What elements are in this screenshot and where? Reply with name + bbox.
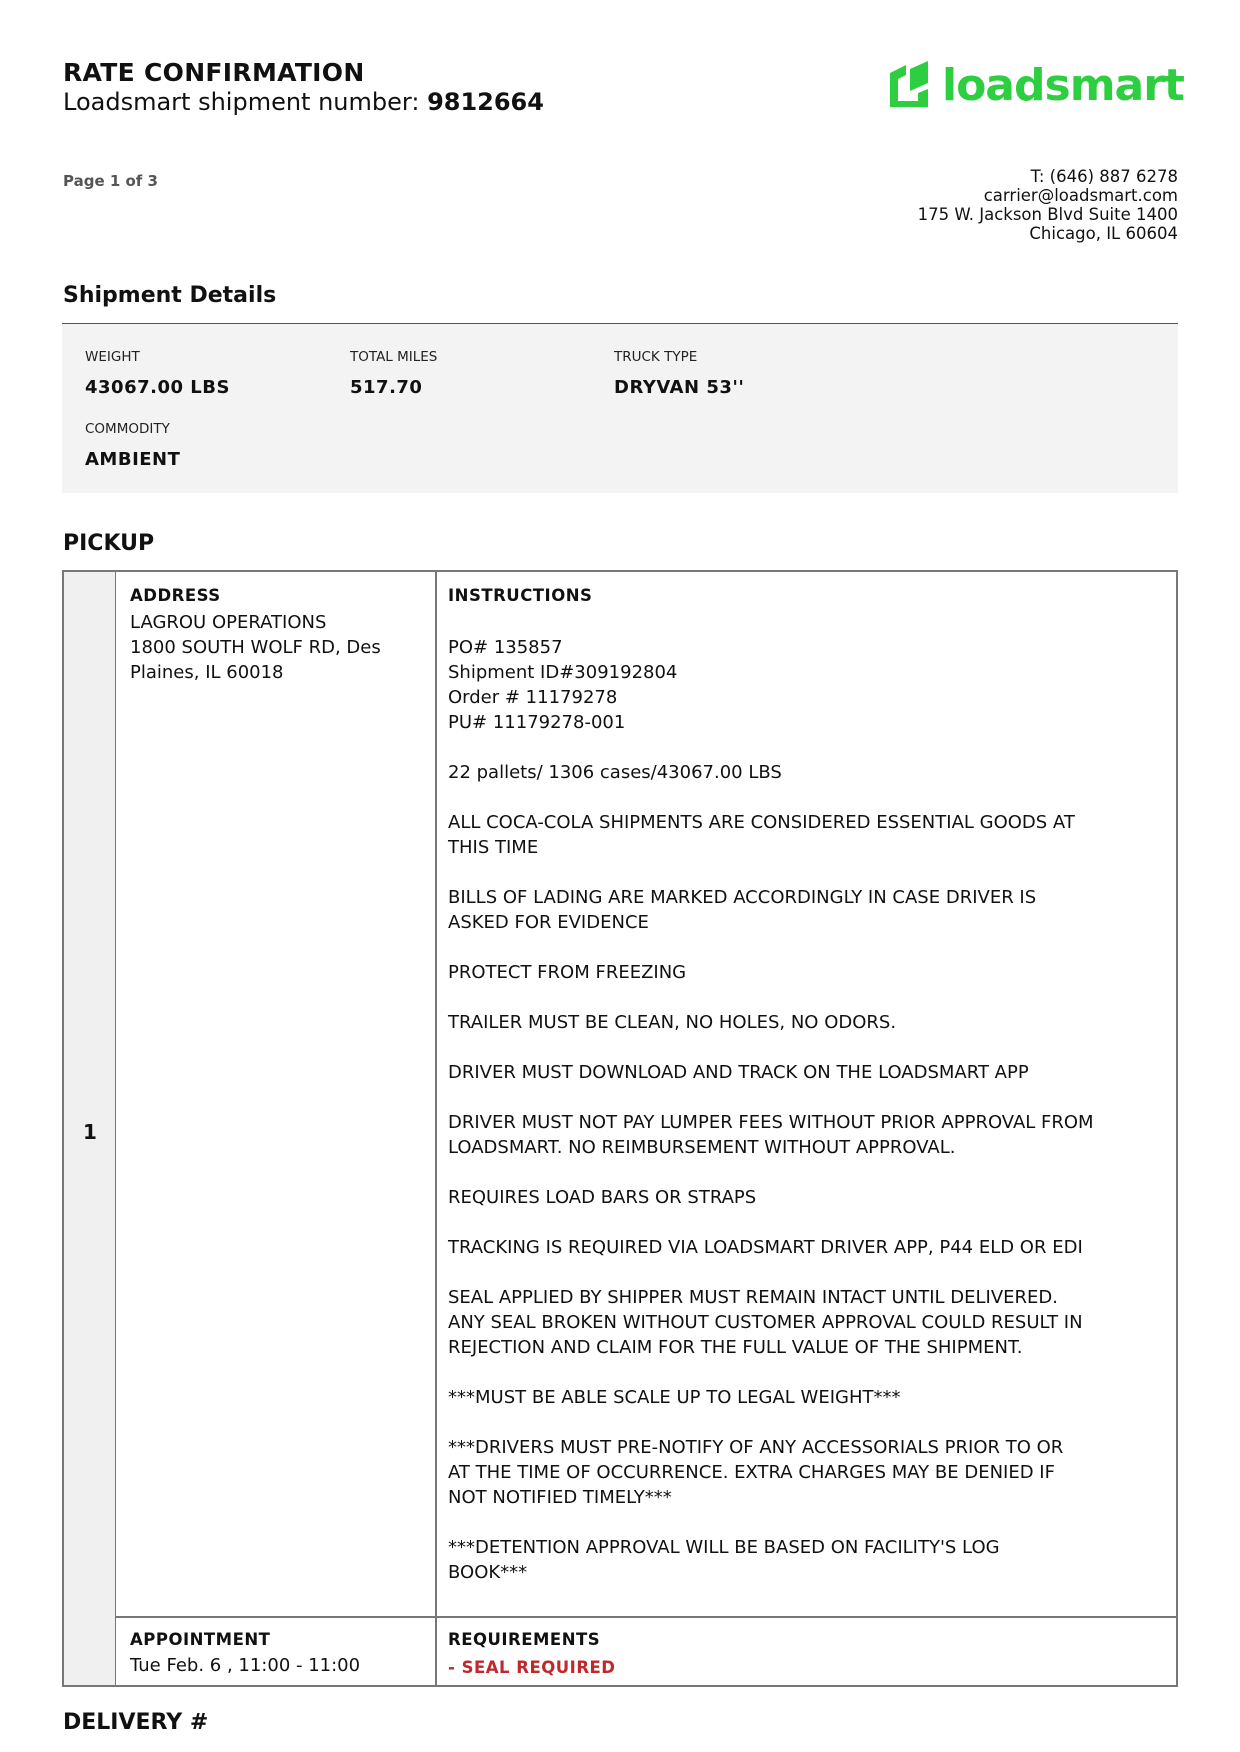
instruction-item: SEAL APPLIED BY SHIPPER MUST REMAIN INTACT UNTIL DELIVERED. ANY SEAL BROKEN WITHOUT CUSTOMER APPROVAL COULD RESULT IN REJECTION AND CLAIM FOR THE FULL VALUE OF THE SHIPMENT. bbox=[448, 1287, 1083, 1358]
contact-block bbox=[918, 167, 1178, 243]
shipment-number-label: Loadsmart shipment number: bbox=[63, 88, 420, 116]
delivery-heading: DELIVERY # bbox=[63, 1710, 209, 1735]
document-title: RATE CONFIRMATION bbox=[63, 58, 365, 87]
instruction-item: ***DETENTION APPROVAL WILL BE BASED ON FACILITY'S LOG BOOK*** bbox=[448, 1537, 1000, 1583]
contact-address-line2: Chicago, IL 60604 bbox=[1029, 224, 1178, 243]
total-miles-label: TOTAL MILES bbox=[350, 349, 438, 365]
address-line-1: LAGROU OPERATIONS bbox=[130, 612, 327, 633]
instruction-item: ALL COCA-COLA SHIPMENTS ARE CONSIDERED ESSENTIAL GOODS AT THIS TIME bbox=[448, 812, 1075, 858]
pickup-table bbox=[62, 570, 1178, 1687]
row-divider bbox=[116, 1616, 1176, 1618]
weight-label: WEIGHT bbox=[85, 349, 140, 365]
instruction-item: BILLS OF LADING ARE MARKED ACCORDINGLY IN CASE DRIVER IS ASKED FOR EVIDENCE bbox=[448, 887, 1037, 933]
contact-phone: T: (646) 887 6278 bbox=[1030, 167, 1178, 186]
pickup-address bbox=[130, 610, 430, 685]
instruction-item: PO# 135857 Shipment ID#309192804 Order # 11179278 PU# 11179278-001 bbox=[448, 637, 678, 733]
instructions-label: INSTRUCTIONS bbox=[448, 586, 593, 605]
appointment-label: APPOINTMENT bbox=[130, 1630, 271, 1649]
address-line-3: Plaines, IL 60018 bbox=[130, 662, 284, 683]
address-label: ADDRESS bbox=[130, 586, 221, 605]
contact-address-line1: 175 W. Jackson Blvd Suite 1400 bbox=[917, 205, 1178, 224]
instruction-item: TRACKING IS REQUIRED VIA LOADSMART DRIVER APP, P44 ELD OR EDI bbox=[448, 1237, 1083, 1258]
instruction-item: REQUIRES LOAD BARS OR STRAPS bbox=[448, 1187, 757, 1208]
commodity-field bbox=[85, 421, 180, 470]
weight-field bbox=[85, 349, 230, 398]
loadsmart-logo-icon bbox=[888, 61, 934, 111]
pickup-heading: PICKUP bbox=[63, 531, 155, 556]
shipment-details-heading: Shipment Details bbox=[63, 283, 277, 308]
instruction-item: ***MUST BE ABLE SCALE UP TO LEGAL WEIGHT*** bbox=[448, 1387, 901, 1408]
shipment-number-line bbox=[63, 88, 544, 116]
commodity-label: COMMODITY bbox=[85, 421, 170, 437]
logo-wordmark: loadsmart bbox=[942, 60, 1184, 111]
address-line-2: 1800 SOUTH WOLF RD, Des bbox=[130, 637, 381, 658]
instruction-item: DRIVER MUST NOT PAY LUMPER FEES WITHOUT PRIOR APPROVAL FROM LOADSMART. NO REIMBURSEMENT WITHOUT APPROVAL. bbox=[448, 1112, 1094, 1158]
instruction-item: TRAILER MUST BE CLEAN, NO HOLES, NO ODORS. bbox=[448, 1012, 897, 1033]
loadsmart-logo bbox=[888, 60, 1184, 112]
truck-type-label: TRUCK TYPE bbox=[614, 349, 698, 365]
instruction-item: ***DRIVERS MUST PRE-NOTIFY OF ANY ACCESSORIALS PRIOR TO OR AT THE TIME OF OCCURRENCE. EXTRA CHARGES MAY BE DENIED IF NOT NOTIFIED TIMELY*** bbox=[448, 1437, 1064, 1508]
requirements-label: REQUIREMENTS bbox=[448, 1630, 601, 1649]
instruction-item: 22 pallets/ 1306 cases/43067.00 LBS bbox=[448, 762, 782, 783]
pickup-instructions bbox=[448, 635, 1168, 1610]
page-indicator: Page 1 of 3 bbox=[63, 172, 158, 190]
truck-type-field bbox=[614, 349, 744, 398]
stop-number: 1 bbox=[83, 1120, 97, 1144]
shipment-number: 9812664 bbox=[427, 88, 544, 116]
weight-value: 43067.00 LBS bbox=[85, 377, 230, 398]
appointment-value: Tue Feb. 6 , 11:00 - 11:00 bbox=[130, 1655, 361, 1676]
truck-type-value: DRYVAN 53'' bbox=[614, 377, 745, 398]
commodity-value: AMBIENT bbox=[85, 449, 181, 470]
column-divider bbox=[435, 572, 437, 1685]
shipment-details-panel bbox=[62, 323, 1178, 493]
instruction-item: DRIVER MUST DOWNLOAD AND TRACK ON THE LOADSMART APP bbox=[448, 1062, 1029, 1083]
total-miles-value: 517.70 bbox=[350, 377, 423, 398]
total-miles-field bbox=[350, 349, 437, 398]
requirement-seal: - SEAL REQUIRED bbox=[448, 1658, 616, 1677]
contact-email: carrier@loadsmart.com bbox=[983, 186, 1178, 205]
instruction-item: PROTECT FROM FREEZING bbox=[448, 962, 687, 983]
